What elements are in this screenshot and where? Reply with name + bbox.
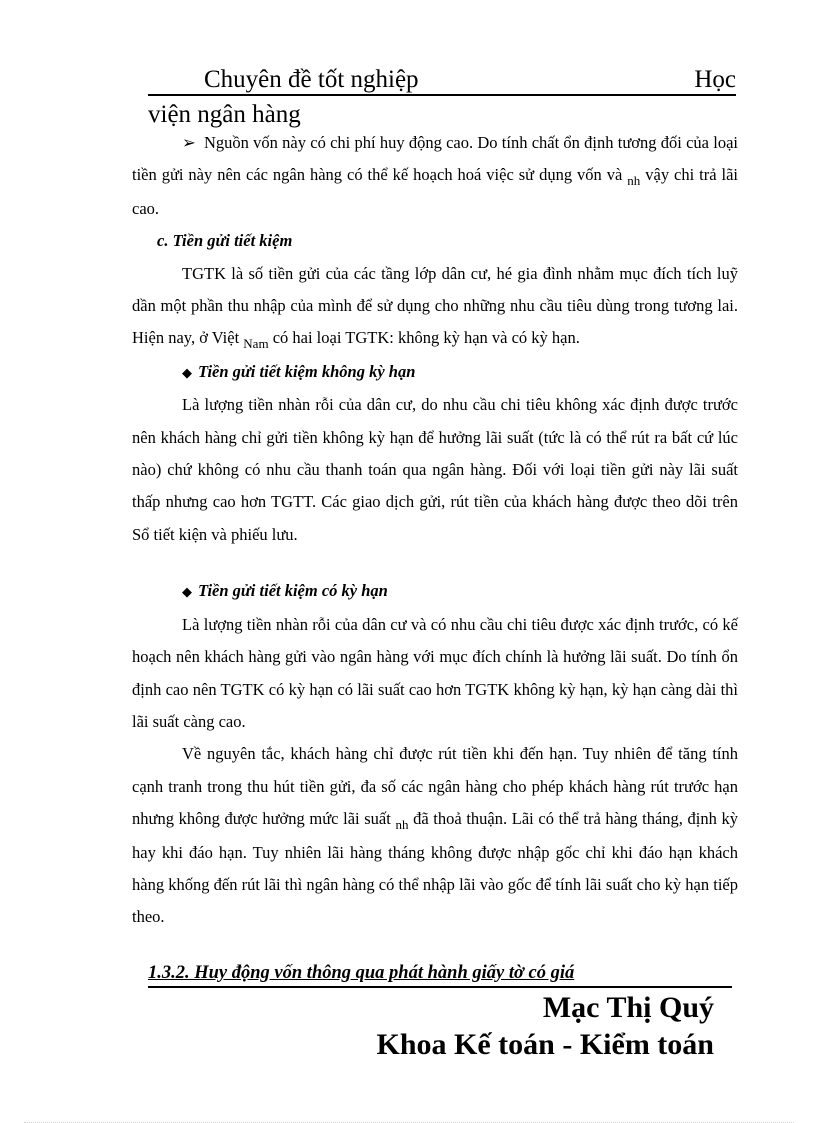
section-heading-1-3-2: 1.3.2. Huy động vốn thông qua phát hành giấy tờ có giá [148, 960, 732, 988]
paragraph-withdrawal-rules: Về nguyên tắc, khách hàng chỉ được rút tiền khi đến hạn. Tuy nhiên để tăng tính cạnh tranh trong thu hút tiền gửi, đa số các ngân hàng cho phép khách hàng rút trước hạn nhưng không được hưởng mức lãi suất $_{nh}$ đã thoả thuận. Lãi có thể trả hàng tháng, định kỳ hay khi đáo hạn. Tuy nhiên lãi hàng tháng không được nhập gốc chỉ khi đáo hạn khách hàng khống đến rút lãi thì ngân hàng có thể nhập lãi vào gốc để tính lãi suất cho kỳ hạn tiếp theo. [132, 744, 739, 927]
footer-author-name: Mạc Thị Quý [542, 991, 714, 1024]
page-header [148, 66, 736, 96]
paragraph-demand-savings: Là lượng tiền nhàn rỗi của dân cư, do nhu cầu chi tiêu không xác định được trước nên khách hàng chỉ gửi tiền không kỳ hạn để hưởng lãi suất (tức là có thể rút ra bất cứ lúc nào) chứ không có nhu cầu thanh toán qua ngân hàng. Đối với loại tiền gửi này lãi suất thấp nhưng cao hơn TGTT. Các giao dịch gửi, rút tiền của khách hàng được theo dõi trên Sổ tiết kiện và phiếu lưu. [132, 395, 738, 544]
diamond-bullet-icon: ◆ [182, 584, 192, 600]
footer-department: Khoa Kế toán - Kiểm toán [376, 1028, 714, 1061]
header-institution: Học [694, 66, 736, 93]
heading-savings: c. Tiền gửi tiết kiệm [157, 231, 293, 251]
heading-demand-savings: ◆ Tiền gửi tiết kiệm không kỳ hạn [182, 361, 416, 381]
header-institution-continued: viện ngân hàng [148, 101, 301, 128]
heading-term-savings: ◆ Tiền gửi tiết kiệm có kỳ hạn [182, 581, 388, 601]
paragraph-cost: ➢ Nguồn vốn này có chi phí huy động cao. Do tính chất ổn định tương đối của loại tiền gửi này nên các ngân hàng có thể kế hoạch hoá việc sử dụng vốn và $_{nh}$ vậy chi trả lãi cao. [132, 127, 738, 225]
paragraph-term-savings: Là lượng tiền nhàn rỗi của dân cư và có nhu cầu chi tiêu được xác định trước, có kế hoạch nên khách hàng gửi vào ngân hàng với mục đích chính là hưởng lãi suất. Do tính ổn định cao nên TGTK có kỳ hạn có lãi suất cao hơn TGTK không kỳ hạn, kỳ hạn càng dài thì lãi suất càng cao. [132, 614, 738, 731]
body-content [132, 127, 738, 934]
arrow-bullet-icon: ➢ [182, 133, 196, 152]
paragraph-tgtk: TGTK là số tiền gửi của các tầng lớp dân cư, hé gia đình nhằm mục đích tích luỹ dần một phần thu nhập của mình để sử dụng cho những nhu cầu tiêu dùng trong tương lai. Hiện nay, ở Việt $_{Nam}$ có hai loại TGTK: không kỳ hạn và có kỳ hạn. [132, 263, 738, 352]
header-title: Chuyên đề tốt nghiệp [204, 66, 419, 93]
diamond-bullet-icon: ◆ [182, 364, 192, 380]
